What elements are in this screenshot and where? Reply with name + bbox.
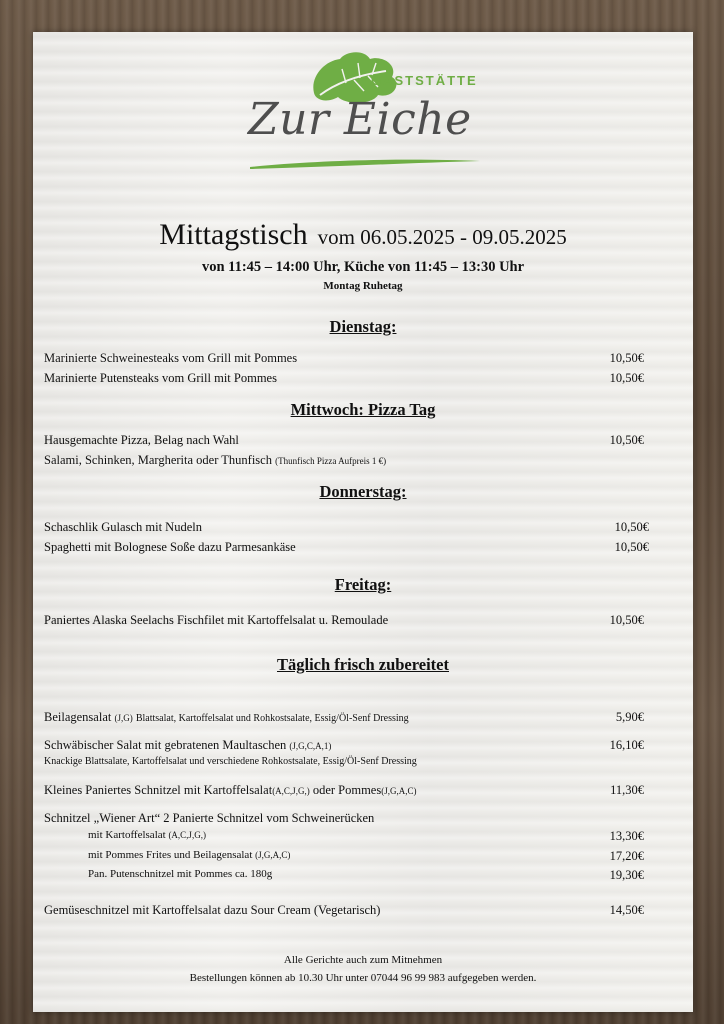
menu-price: 10,50€ [609, 433, 644, 447]
menu-item-gemueseschnitzel: Gemüseschnitzel mit Kartoffelsalat dazu Sour Cream (Vegetarisch) [44, 903, 381, 917]
logo-subtitle: GASTSTÄTTE [371, 73, 478, 88]
option-label: mit Kartoffelsalat [88, 829, 166, 841]
menu-price: 10,50€ [609, 351, 644, 365]
menu-item-mid: oder Pommes [312, 783, 382, 797]
menu-price: 10,50€ [614, 540, 649, 554]
menu-item-name: Beilagensalat [44, 710, 112, 724]
menu-item-desc: Blattsalat, Kartoffelsalat und Rohkostsalate, Essig/Öl-Senf Dressing [135, 713, 409, 724]
menu-item-name: Kleines Paniertes Schnitzel mit Kartoffelsalat [44, 783, 273, 797]
footer-orders: Bestellungen können ab 10.30 Uhr unter 07044 96 99 983 aufgegeben werden. [189, 972, 537, 984]
heading-donnerstag: Donnerstag: [319, 482, 407, 501]
allergens: (A,C,J,G,) [168, 830, 206, 840]
menu-paper [33, 32, 693, 1012]
menu-price: 19,30€ [609, 868, 644, 882]
option-label: mit Pommes Frites und Beilagensalat [88, 849, 253, 861]
menu-item-note: (Thunfisch Pizza Aufpreis 1 €) [275, 456, 387, 466]
allergens: (A,C,J,G,) [272, 786, 310, 796]
menu-option [88, 849, 290, 861]
page-title [33, 218, 693, 252]
menu-option [88, 829, 206, 841]
allergens: (J,G) [114, 713, 133, 723]
menu-price: 10,50€ [614, 520, 649, 534]
allergens: (J,G,A,C) [381, 786, 417, 796]
menu-price: 5,90€ [615, 710, 644, 724]
heading-freitag: Freitag: [334, 575, 392, 594]
title-date-range: vom 06.05.2025 - 09.05.2025 [317, 225, 567, 249]
menu-item-maultaschen [44, 738, 331, 753]
menu-price: 11,30€ [610, 783, 644, 797]
logo-title: Zur Eiche [248, 94, 472, 145]
menu-item-kleines-schnitzel [44, 783, 416, 798]
allergens: (J,G,C,A,1) [289, 741, 332, 751]
logo [248, 47, 488, 172]
menu-item: Hausgemachte Pizza, Belag nach Wahl [44, 433, 239, 447]
menu-item-desc: Knackige Blattsalate, Kartoffelsalat und verschiedene Rohkostsalate, Essig/Öl-Senf Dressing [44, 756, 417, 767]
opening-hours: von 11:45 – 14:00 Uhr, Küche von 11:45 – 13:30 Uhr [201, 259, 525, 275]
menu-item: Spaghetti mit Bolognese Soße dazu Parmesankäse [44, 540, 296, 554]
menu-item: Marinierte Putensteaks vom Grill mit Pommes [44, 371, 277, 385]
menu-item-beilagensalat [44, 710, 409, 725]
menu-price: 14,50€ [609, 903, 644, 917]
menu-price: 16,10€ [609, 738, 644, 752]
menu-price: 17,20€ [609, 849, 644, 863]
menu-item-name: Salami, Schinken, Margherita oder Thunfisch [44, 453, 272, 467]
title-text: Mittagstisch [159, 218, 308, 251]
menu-price: 10,50€ [609, 613, 644, 627]
menu-item: Marinierte Schweinesteaks vom Grill mit Pommes [44, 351, 298, 365]
logo-swoosh [248, 155, 488, 175]
menu-item: Schaschlik Gulasch mit Nudeln [44, 520, 202, 534]
allergens: (J,G,A,C) [255, 850, 291, 860]
footer-takeaway: Alle Gerichte auch zum Mitnehmen [283, 954, 443, 966]
heading-daily: Täglich frisch zubereitet [277, 655, 449, 674]
menu-price: 13,30€ [609, 829, 644, 843]
option-label: Pan. Putenschnitzel mit Pommes ca. 180g [88, 868, 273, 880]
closed-day: Montag Ruhetag [323, 280, 403, 292]
menu-item [44, 453, 386, 468]
heading-mittwoch: Mittwoch: Pizza Tag [290, 400, 436, 419]
menu-item: Paniertes Alaska Seelachs Fischfilet mit Kartoffelsalat u. Remoulade [44, 613, 389, 627]
menu-item-name: Schwäbischer Salat mit gebratenen Maultaschen [44, 738, 287, 752]
menu-price: 10,50€ [609, 371, 644, 385]
menu-item-wiener-schnitzel: Schnitzel „Wiener Art“ 2 Panierte Schnitzel vom Schweinerücken [44, 811, 375, 825]
menu-option [88, 868, 272, 880]
heading-dienstag: Dienstag: [329, 317, 397, 336]
